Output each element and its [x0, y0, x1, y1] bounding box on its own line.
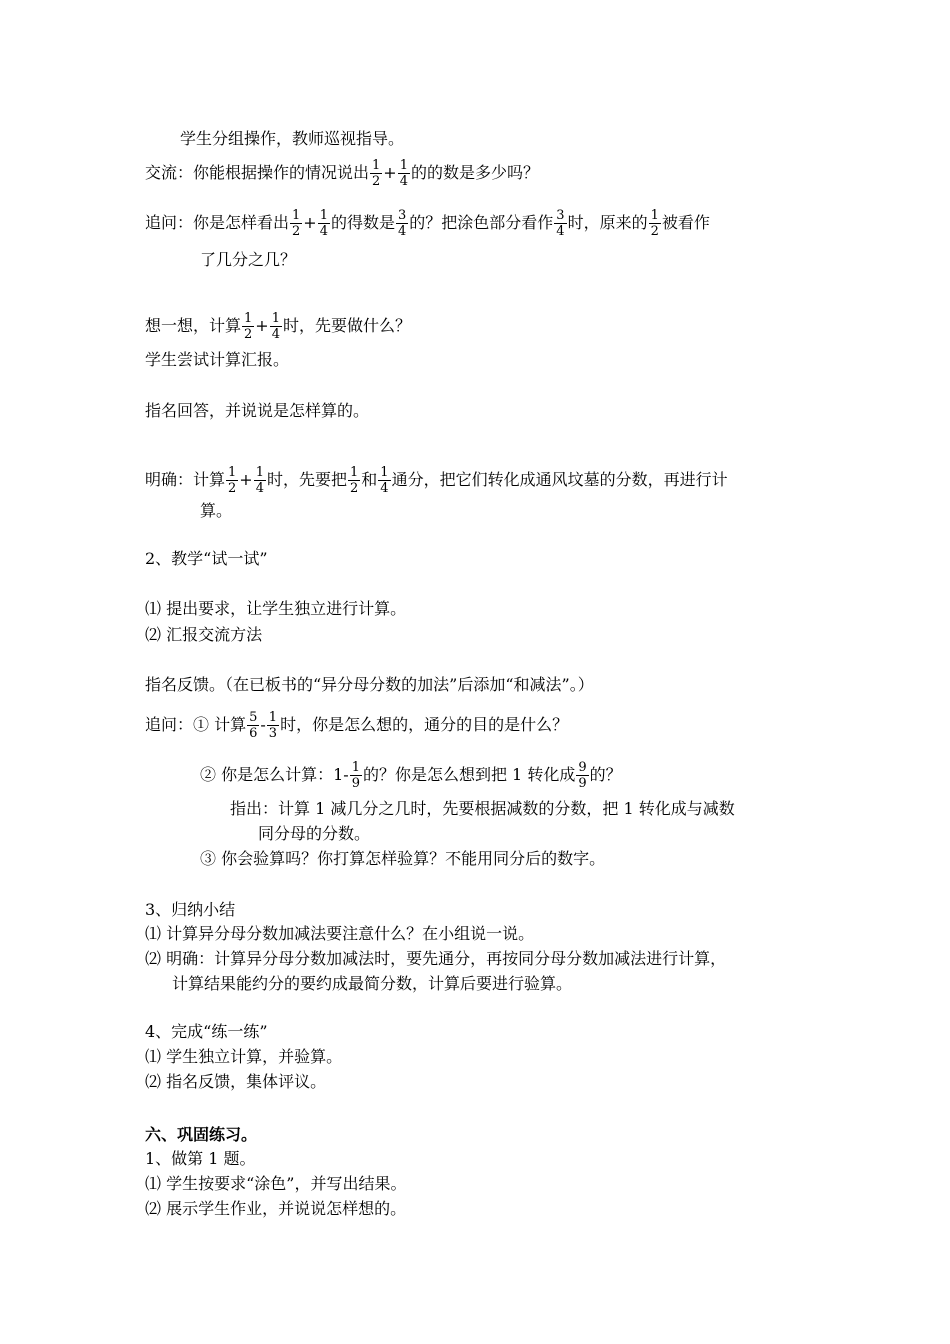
numerator: 3: [398, 208, 407, 223]
denominator: 4: [271, 327, 280, 342]
denominator: 2: [350, 481, 359, 496]
numerator: 1: [244, 311, 253, 326]
denominator: 4: [380, 481, 389, 496]
fraction: [554, 208, 566, 239]
paragraph-answer: 指名回答，并说说是怎样算的。: [145, 401, 370, 420]
numerator: 1: [380, 465, 389, 480]
denominator: 2: [292, 224, 301, 239]
text: 想一想，计算: [145, 316, 242, 335]
paragraph-followup-cont: 了几分之几？: [200, 250, 297, 269]
denominator: 2: [228, 481, 237, 496]
paragraph-clarify: [145, 465, 728, 496]
paragraph-clarify-cont: 算。: [200, 501, 233, 520]
fraction: [226, 465, 238, 496]
text: 和: [361, 470, 378, 489]
denominator: 6: [249, 726, 258, 741]
fraction: [398, 158, 410, 189]
list-item: ⑵ 汇报交流方法: [145, 625, 263, 644]
numerator: 1: [319, 208, 328, 223]
fraction: [348, 465, 360, 496]
text: 通分，把它们转化成通风坟墓的分数，再进行计: [391, 470, 728, 489]
text: 的？你是怎么想到把 1 转化成: [362, 765, 576, 784]
operator: +: [303, 213, 317, 232]
fraction: [290, 208, 302, 239]
text: 时，先要把: [266, 470, 347, 489]
operator: +: [239, 470, 253, 489]
paragraph-point-out-cont: 同分母的分数。: [258, 824, 371, 843]
numerator: 1: [350, 465, 359, 480]
numerator: 1: [255, 465, 264, 480]
list-item: ⑵ 展示学生作业，并说说怎样想的。: [145, 1199, 407, 1218]
numerator: 3: [556, 208, 565, 223]
operator: +: [255, 316, 269, 335]
paragraph-group-work: 学生分组操作，教师巡视指导。: [180, 129, 405, 148]
numerator: 1: [399, 158, 408, 173]
numerator: 1: [228, 465, 237, 480]
numerator: 9: [578, 760, 587, 775]
paragraph-feedback: 指名反馈。（在已板书的“异分母分数的加法”后添加“和减法”。）: [145, 675, 594, 694]
text: ② 你是怎么计算：1: [200, 765, 344, 784]
denominator: 4: [399, 174, 408, 189]
denominator: 9: [578, 776, 587, 791]
numerator: 1: [372, 158, 381, 173]
paragraph-followup-question: [145, 208, 710, 239]
text: 时，原来的: [567, 213, 648, 232]
fraction: [396, 208, 408, 239]
fraction: [247, 710, 259, 741]
fraction: [370, 158, 382, 189]
operator: -: [260, 715, 266, 734]
section-heading-consolidate: 六、巩固练习。: [145, 1125, 258, 1144]
numerator: 1: [351, 760, 360, 775]
fraction: [267, 710, 279, 741]
paragraph-try: 学生尝试计算汇报。: [145, 350, 290, 369]
fraction: [242, 311, 254, 342]
paragraph-think: [145, 311, 411, 342]
denominator: 2: [372, 174, 381, 189]
section-heading-practice: 4、完成“练一练”: [145, 1022, 268, 1041]
text: 的得数是: [330, 213, 395, 232]
text: 追问：你是怎样看出: [145, 213, 290, 232]
paragraph-point-out: 指出：计算 1 减几分之几时，先要根据减数的分数，把 1 转化成与减数: [230, 799, 735, 818]
list-item: ⑴ 计算异分母分数加减法要注意什么？在小组说一说。: [145, 924, 535, 943]
list-item: ⑴ 提出要求，让学生独立进行计算。: [145, 599, 407, 618]
text: 被看作: [661, 213, 710, 232]
list-item: ⑴ 学生按要求“涂色”，并写出结果。: [145, 1174, 407, 1193]
fraction: [649, 208, 661, 239]
denominator: 4: [255, 481, 264, 496]
text: 的？: [589, 765, 622, 784]
text: 追问：① 计算: [145, 715, 247, 734]
denominator: 9: [351, 776, 360, 791]
paragraph-followup-3: ③ 你会验算吗？你打算怎样验算？不能用同分后的数字。: [200, 849, 606, 868]
fraction: [318, 208, 330, 239]
section-heading-summary: 3、归纳小结: [145, 900, 236, 919]
numerator: 1: [292, 208, 301, 223]
fraction: [576, 760, 588, 791]
list-item: ⑵ 指名反馈，集体评议。: [145, 1072, 327, 1091]
text: 时，你是怎么想的，通分的目的是什么？: [280, 715, 569, 734]
operator: +: [383, 163, 397, 182]
denominator: 4: [319, 224, 328, 239]
operator: -: [343, 765, 349, 784]
denominator: 4: [398, 224, 407, 239]
denominator: 2: [244, 327, 253, 342]
text: 交流：你能根据操作的情况说出: [145, 163, 370, 182]
list-item-cont: 计算结果能约分的要约成最简分数，计算后要进行验算。: [172, 974, 573, 993]
numerator: 5: [249, 710, 258, 725]
text: 的？把涂色部分看作: [409, 213, 554, 232]
fraction: [378, 465, 390, 496]
numerator: 1: [650, 208, 659, 223]
text: 明确：计算: [145, 470, 226, 489]
section-heading-try: 2、教学“试一试”: [145, 549, 268, 568]
text: 时，先要做什么？: [282, 316, 411, 335]
text: 的的数是多少吗？: [410, 163, 539, 182]
paragraph-question-1: 1、做第 1 题。: [145, 1149, 256, 1168]
fraction: [270, 311, 282, 342]
denominator: 3: [268, 726, 278, 741]
list-item: ⑵ 明确：计算异分母分数加减法时，要先通分，再按同分母分数加减法进行计算，: [145, 949, 727, 968]
paragraph-followup-1: [145, 710, 568, 741]
paragraph-exchange: [145, 158, 539, 189]
list-item: ⑴ 学生独立计算，并验算。: [145, 1047, 343, 1066]
paragraph-followup-2: [200, 760, 622, 791]
numerator: 1: [268, 710, 278, 725]
fraction: [254, 465, 266, 496]
numerator: 1: [271, 311, 280, 326]
denominator: 4: [556, 224, 565, 239]
denominator: 2: [650, 224, 659, 239]
fraction: [350, 760, 362, 791]
